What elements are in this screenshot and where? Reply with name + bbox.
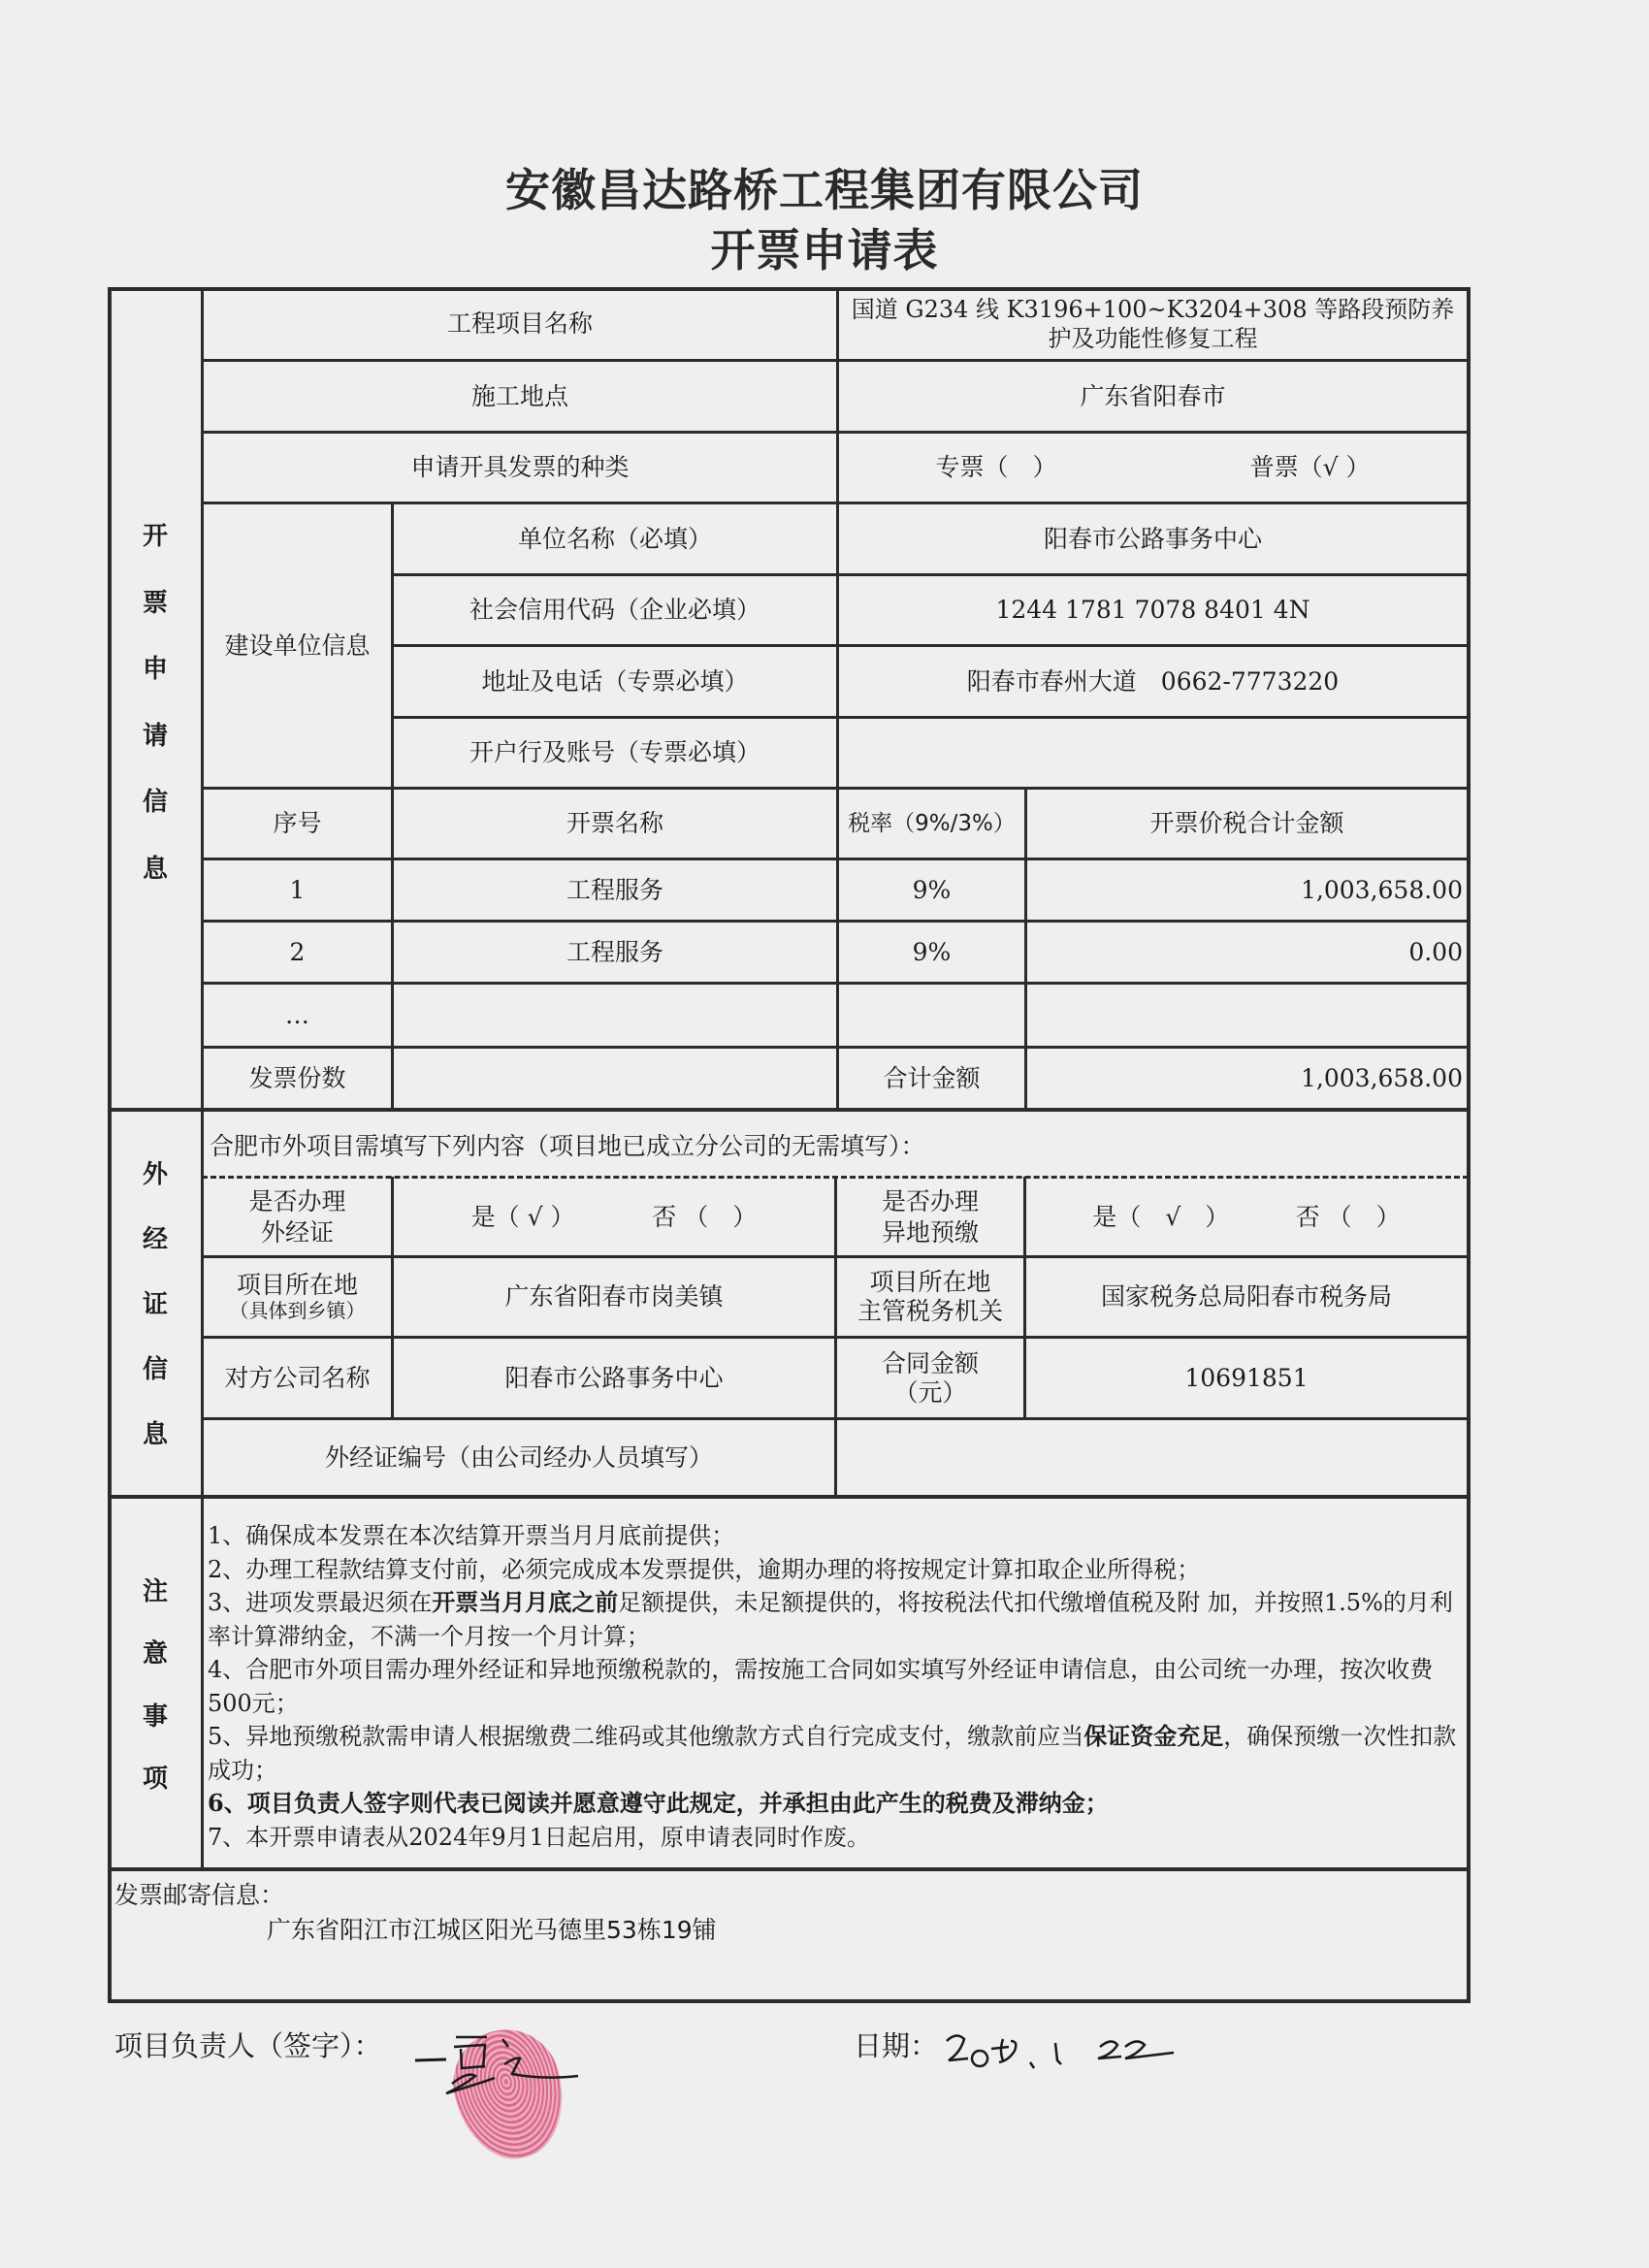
location-label-line: （具体到乡镇） — [229, 1298, 366, 1322]
side-char: 经 — [142, 1225, 168, 1254]
company-name: 安徽昌达路桥工程集团有限公司 — [505, 164, 1144, 216]
date-label: 日期： — [854, 2029, 939, 2062]
location-value[interactable]: 广东省阳春市岗美镇 — [504, 1282, 724, 1312]
address-phone-value[interactable]: 阳春市春州大道 0662-7773220 — [966, 666, 1340, 696]
q2-label — [837, 1179, 1023, 1255]
notes-section-side-label — [109, 1571, 202, 1795]
builder-field-label: 社会信用代码（企业必填） — [469, 596, 760, 625]
tax-office-label-line: 项目所在地 — [869, 1268, 991, 1296]
counterparty-value[interactable]: 阳春市公路事务中心 — [504, 1363, 724, 1392]
row-name[interactable]: 工程服务 — [566, 937, 663, 966]
side-char: 外 — [142, 1160, 168, 1189]
site-label: 施工地点 — [470, 381, 568, 410]
row-rate[interactable]: 9% — [912, 875, 952, 904]
invoice-type-options — [839, 434, 1467, 502]
note-item — [208, 1720, 1465, 1787]
contract-label-line: （元） — [893, 1377, 967, 1407]
side-char: 票 — [142, 588, 168, 618]
section-divider — [108, 1108, 1471, 1112]
side-char: 注 — [142, 1577, 168, 1606]
cert-no-value[interactable] — [837, 1420, 1467, 1495]
row-no: 1 — [289, 875, 306, 904]
total-label: 合计金额 — [883, 1063, 981, 1092]
table-header-name: 开票名称 — [566, 809, 663, 838]
bank-account-value[interactable] — [839, 719, 1467, 787]
q2-options — [1026, 1179, 1467, 1255]
side-char: 项 — [142, 1764, 168, 1794]
q1-no-checkbox[interactable]: 否 （ ） — [652, 1202, 758, 1231]
invoice-section-side-label — [109, 516, 202, 885]
outer-right-border — [1467, 287, 1471, 2002]
note-item: 2、办理工程款结算支付前，必须完成成本发票提供，逾期办理的将按规定计算扣取企业所得税； — [208, 1555, 1201, 1583]
invoice-type-label: 申请开具发票的种类 — [410, 453, 630, 482]
side-char: 开 — [142, 522, 168, 551]
table-header-no: 序号 — [273, 809, 322, 838]
site-value[interactable]: 广东省阳春市 — [1080, 381, 1226, 410]
builder-field-label: 地址及电话（专票必填） — [481, 666, 749, 696]
side-char: 息 — [142, 1420, 168, 1449]
q2-label-line: 异地预缴 — [881, 1217, 979, 1247]
row-rate[interactable]: 9% — [912, 937, 952, 966]
outbound-intro: 合肥市外项目需填写下列内容（项目地已成立分公司的无需填写）： — [210, 1132, 925, 1160]
location-label — [204, 1258, 391, 1336]
q2-label-line: 是否办理 — [881, 1187, 979, 1216]
note-text: ，确保预缴一次性扣款成功； — [208, 1723, 1457, 1784]
side-char: 证 — [142, 1290, 168, 1319]
section-divider — [108, 1495, 1471, 1499]
tax-office-label — [837, 1258, 1023, 1336]
note-item — [208, 1586, 1465, 1653]
note-item: 4、合肥市外项目需办理外经证和异地预缴税款的，需按施工合同如实填写外经证申请信息，由公司统一办理，按次收费500元； — [208, 1656, 1434, 1717]
side-char: 意 — [142, 1639, 168, 1669]
q2-no-checkbox[interactable]: 否 （ ） — [1295, 1202, 1401, 1231]
side-char: 请 — [142, 721, 168, 751]
contract-label-line: 合同金额 — [881, 1348, 979, 1377]
row-no: … — [285, 1000, 309, 1029]
row-amount[interactable] — [1027, 985, 1467, 1046]
special-invoice-checkbox[interactable]: 专票（ ） — [935, 453, 1057, 482]
copies-value[interactable] — [394, 1049, 836, 1108]
tax-office-label-line: 主管税务机关 — [857, 1297, 1003, 1325]
side-char: 事 — [142, 1701, 168, 1732]
q1-options — [394, 1179, 834, 1255]
q1-label-line: 外经证 — [260, 1217, 334, 1247]
normal-invoice-checkbox[interactable]: 普票（√ ） — [1249, 453, 1371, 482]
note-text: 5、异地预缴税款需申请人根据缴费二维码或其他缴款方式自行完成支付，缴款前应当 — [208, 1723, 1084, 1750]
notes-list — [208, 1519, 1465, 1854]
total-value[interactable]: 1,003,658.00 — [1301, 1063, 1463, 1092]
project-name-label: 工程项目名称 — [446, 309, 593, 339]
outer-bottom-border — [108, 1999, 1471, 2003]
contract-amount-value[interactable]: 10691851 — [1184, 1363, 1309, 1392]
date-handwriting — [941, 2027, 1193, 2076]
location-label-line: 项目所在地 — [236, 1271, 358, 1300]
signature-handwriting — [407, 2018, 592, 2105]
row-amount[interactable]: 1,003,658.00 — [1301, 875, 1463, 904]
side-char: 信 — [142, 788, 168, 818]
q1-yes-checkbox[interactable]: 是（ √ ） — [470, 1202, 575, 1231]
q1-label-line: 是否办理 — [248, 1187, 346, 1216]
note-emphasis: 保证资金充足 — [1083, 1722, 1224, 1750]
row-rate[interactable] — [839, 985, 1024, 1046]
q1-label — [204, 1179, 391, 1255]
form-title: 开票申请表 — [710, 224, 939, 276]
project-name-line: 国道 G234 线 K3196+100~K3204+308 等路段预防养 — [851, 296, 1455, 323]
mailing-label: 发票邮寄信息： — [114, 1881, 285, 1909]
cert-no-label: 外经证编号（由公司经办人员填写） — [324, 1442, 713, 1472]
note-text: 足额提供，未足额提供的，将按税法代扣代缴增值税及附 加，并按照1.5%的月利率计算滞纳金，不满一个月按一个月计算； — [208, 1589, 1453, 1650]
unit-name-value[interactable]: 阳春市公路事务中心 — [1043, 524, 1262, 553]
table-header-rate: 税率（9%/3%） — [848, 810, 1016, 836]
mailing-address[interactable]: 广东省阳江市江城区阳光马德里53栋19铺 — [267, 1916, 717, 1944]
contract-amount-label — [837, 1339, 1023, 1417]
counterparty-label: 对方公司名称 — [224, 1363, 371, 1392]
row-no: 2 — [289, 937, 306, 966]
project-name-line: 护及功能性修复工程 — [1048, 325, 1258, 352]
signer-label: 项目负责人（签字）： — [114, 2029, 382, 2062]
section-divider — [108, 1867, 1471, 1871]
builder-field-label: 开户行及账号（专票必填） — [469, 738, 760, 767]
project-name-value[interactable] — [839, 289, 1467, 359]
q2-yes-checkbox[interactable]: 是（ √ ） — [1092, 1202, 1230, 1231]
row-name[interactable]: 工程服务 — [566, 875, 663, 904]
table-header-amount: 开票价税合计金额 — [1149, 809, 1344, 838]
builder-field-label: 单位名称（必填） — [517, 524, 712, 553]
note-text: 3、进项发票最迟须在 — [208, 1589, 433, 1616]
note-item: 7、本开票申请表从2024年9月1日起启用，原申请表同时作废。 — [208, 1823, 870, 1851]
builder-info-label: 建设单位信息 — [224, 631, 371, 660]
row-name[interactable] — [394, 985, 836, 1046]
note-item: 1、确保成本发票在本次结算开票当月月底前提供； — [208, 1522, 735, 1549]
note-emphasis: 开票当月月底之前 — [432, 1588, 619, 1616]
credit-code-value[interactable]: 1244 1781 7078 8401 4N — [995, 596, 1310, 625]
outbound-section-side-label — [109, 1154, 202, 1450]
copies-label: 发票份数 — [248, 1063, 346, 1092]
side-char: 申 — [142, 655, 168, 685]
side-char: 信 — [142, 1355, 168, 1384]
tax-office-value[interactable]: 国家税务总局阳春市税务局 — [1100, 1282, 1392, 1312]
row-amount[interactable]: 0.00 — [1408, 937, 1463, 966]
side-char: 息 — [142, 854, 168, 884]
note-item: 6、项目负责人签字则代表已阅读并愿意遵守此规定，并承担由此产生的税费及滞纳金； — [208, 1789, 1109, 1817]
